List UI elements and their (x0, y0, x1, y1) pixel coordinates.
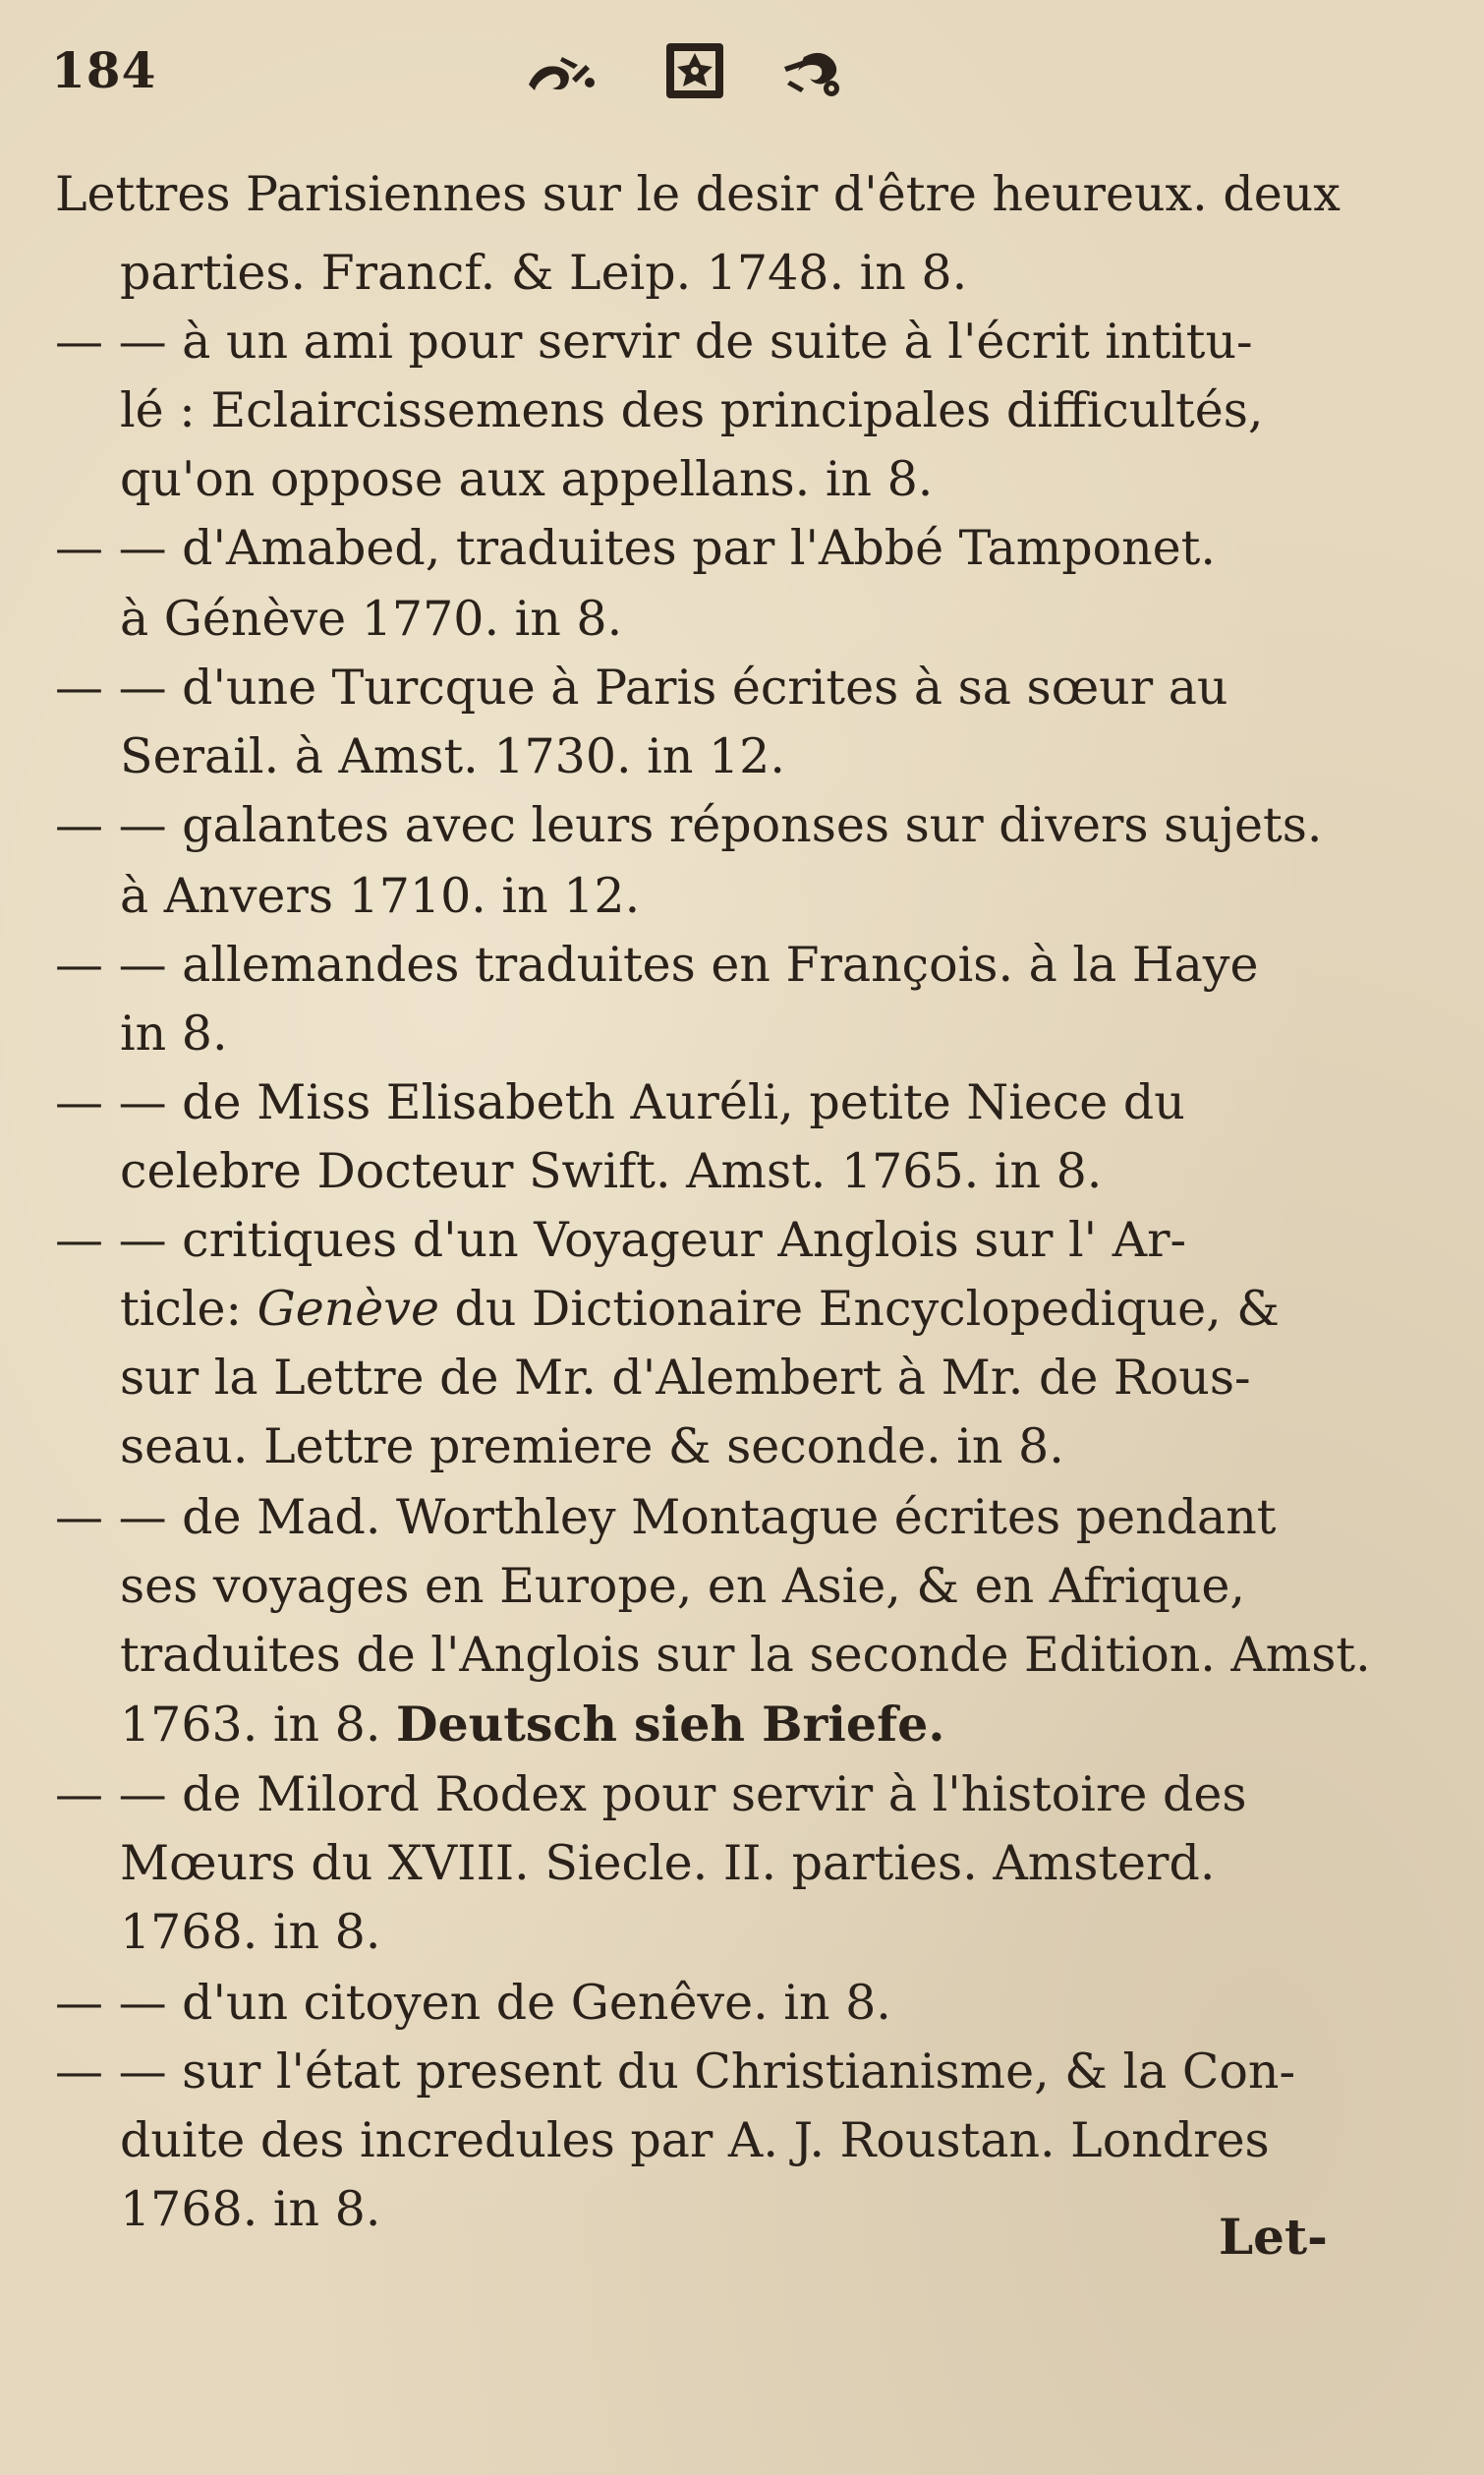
text-line: Serail. à Amst. 1730. in 12. (120, 728, 785, 784)
text-line: duite des incredules par A. J. Roustan. Londres (120, 2112, 1270, 2168)
fraktur-reference: Deutsch sieh Briefe. (395, 1696, 945, 1753)
text-line: — — galantes avec leurs réponses sur divers sujets. (55, 797, 1323, 853)
text-segment: du Dictionaire Encyclopedique, & (438, 1281, 1280, 1337)
text-line (120, 1270, 1280, 1349)
text-line: 1768. in 8. (120, 2181, 381, 2237)
text-line: à Génève 1770. in 8. (120, 591, 623, 647)
text-line: à Anvers 1710. in 12. (120, 868, 641, 924)
page-number: 184 (51, 41, 157, 99)
text-line: — — de Milord Rodex pour servir à l'histoire des (55, 1766, 1247, 1822)
text-line: — — sur l'état present du Christianisme, & la Con- (55, 2043, 1296, 2100)
text-line: lé : Eclaircissemens des principales difficultés, (120, 382, 1264, 438)
text-line: seau. Lettre premiere & seconde. in 8. (120, 1418, 1064, 1474)
text-line: sur la Lettre de Mr. d'Alembert à Mr. de Rous- (120, 1350, 1251, 1406)
text-line (120, 1685, 944, 1763)
text-line: Lettres Parisiennes sur le desir d'être heureux. deux (55, 166, 1341, 222)
text-line: — — allemandes traduites en François. à la Haye (55, 937, 1259, 993)
text-segment: 1763. in 8. (120, 1697, 396, 1753)
text-line: celebre Docteur Swift. Amst. 1765. in 8. (120, 1143, 1103, 1199)
text-line: — — de Mad. Worthley Montague écrites pendant (55, 1489, 1277, 1545)
text-line: — — d'un citoyen de Genêve. in 8. (55, 1975, 891, 2031)
text-line: — — critiques d'un Voyageur Anglois sur l' Ar- (55, 1212, 1187, 1268)
text-line: — — de Miss Elisabeth Auréli, petite Niece du (55, 1074, 1185, 1130)
text-line: Mœurs du XVIII. Siecle. II. parties. Amsterd. (120, 1835, 1216, 1891)
catchword: Let- (1219, 2208, 1328, 2266)
text-line: — — à un ami pour servir de suite à l'écrit intitu- (55, 314, 1253, 370)
text-segment: ticle: (120, 1281, 257, 1337)
text-line: — — d'Amabed, traduites par l'Abbé Tamponet. (55, 520, 1216, 576)
text-line: — — d'une Turcque à Paris écrites à sa sœur au (55, 660, 1228, 716)
printers-ornament-icon (519, 37, 873, 106)
text-line: in 8. (120, 1006, 228, 1062)
italic-title: Genève (257, 1281, 439, 1337)
text-line: parties. Francf. & Leip. 1748. in 8. (120, 245, 968, 301)
text-line: traduites de l'Anglois sur la seconde Edition. Amst. (120, 1627, 1371, 1683)
text-line: qu'on oppose aux appellans. in 8. (120, 451, 934, 507)
text-line: 1768. in 8. (120, 1904, 381, 1960)
text-line: ses voyages en Europe, en Asie, & en Afrique, (120, 1558, 1245, 1614)
